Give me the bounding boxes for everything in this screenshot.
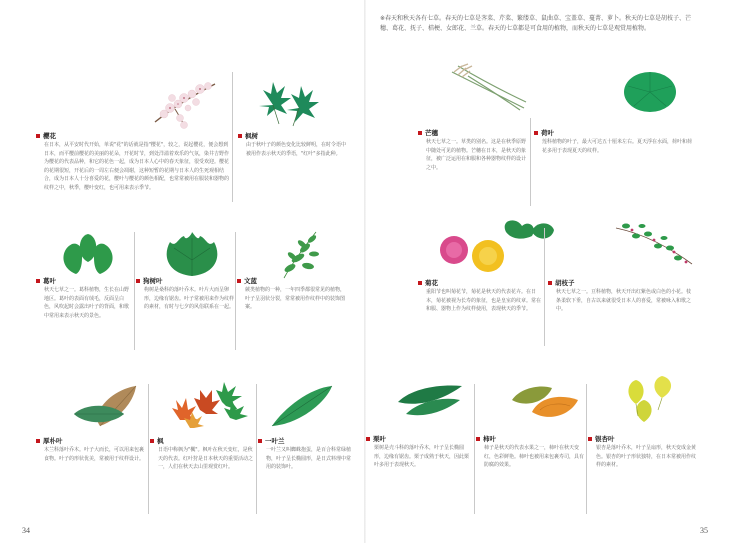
entry-title: 芒穗 [418, 128, 438, 137]
kudzu-leaf-image [58, 232, 118, 277]
book-gutter [364, 0, 366, 543]
entry-title: 一叶兰 [258, 436, 285, 445]
entry-title: 胡枝子 [548, 278, 575, 287]
pampas-grass-image [448, 62, 528, 112]
entry-title: 樱花 [36, 131, 56, 140]
divider [474, 384, 475, 514]
entry-title: 柿叶 [476, 434, 496, 443]
entry-title: 枫树 [238, 131, 258, 140]
chestnut-leaf-image [396, 378, 464, 418]
divider [586, 384, 587, 514]
lotus-leaf-image [622, 70, 678, 114]
entry-title: 枫 [150, 436, 164, 445]
entry-title: 葛叶 [36, 276, 56, 285]
entry-title: 厚朴叶 [36, 436, 63, 445]
ginkgo-leaf-image [622, 376, 684, 424]
red-maple-image [160, 380, 250, 430]
entry-text: 秋天七草之一。葛科植物，生长在山野地区。葛叶的表面有绒毛，反面呈白色，风吹起时会露出叶子的背面，和歌中常用来表示秋天的景色。 [44, 287, 130, 319]
divider [148, 384, 149, 514]
entry-text: 一叶兰又叫蜘蛛抱蛋，是百合科常绿植物，叶子呈长椭圆形，是日式料理中常用的装饰叶。 [266, 447, 352, 471]
magnolia-leaf-image [70, 384, 142, 428]
entry-text: 木兰科落叶乔木。叶子大而长，可以用来包裹食物。叶子的形状优美，常被用于纹样设计。 [44, 447, 145, 462]
entry-text: 秋天七草之一。草类的别名。这是在秋季原野中随处可见的植物。芒穗在日本，是秋天的象征，被广泛运用在和服和各种器物纹样的设计之中。 [426, 139, 527, 171]
persimmon-leaf-image [510, 380, 580, 422]
entry-text: 在日本，从平安时代开始，单说"花"的话就是指"樱花"，较之，说起樱花，便会想到日本，而平樱前樱花的美丽的花朵，开花时节，到处洋溢着欢乐的气氛，染井吉野作为樱花的代表品种，和它的花色一起，成为日本人心中的春天象征，很受欢迎。樱花的花期很短，开花后的一周左右便会凋谢，这种短暂的花期与日本人的生死观相结合，成为日本人十分喜爱的花，樱叶与樱花的颜色相配，也常常被用在服装和器物的纹样之中，秋季，樱叶变红，也可用来表示季节。 [44, 142, 230, 191]
divider [530, 118, 531, 206]
entry-title: 银杏叶 [588, 434, 615, 443]
cherry-blossom-image [150, 72, 220, 132]
aspidistra-leaf-image [270, 384, 334, 428]
maple-leaf-image [255, 80, 323, 130]
page-number-right: 35 [700, 526, 708, 535]
chrysanthemum-image [440, 216, 560, 274]
paper-mulberry-leaf-image [158, 230, 226, 278]
bush-clover-image [614, 218, 694, 268]
divider [134, 232, 135, 350]
entry-text: 栗树是壳斗科的落叶乔木，叶子呈长椭圆形，边缘有锯齿。栗子成熟于秋天，因此栗叶多用于表现秋天。 [374, 445, 470, 469]
entry-title: 栗叶 [366, 434, 386, 443]
divider [544, 228, 545, 346]
entry-title: 荷叶 [534, 128, 554, 137]
entry-text: 蕨类植物的一种，一年四季都很常见的植物，叶子呈羽状分裂，常常被用作纹样中的装饰图案。 [245, 287, 345, 311]
entry-text: 秋天七草之一。豆科植物，秋天开出红紫色或白色的小花。枝条柔软下垂，自古以来就很受日本人的喜爱，常被咏入和歌之中。 [556, 289, 692, 313]
divider [232, 72, 233, 202]
entry-text: 银杏是落叶乔木，叶子呈扇形，秋天变成金黄色。银杏的叶子形状独特，在日本常被用作纹样的素材。 [596, 445, 696, 469]
page-number-left: 34 [22, 526, 30, 535]
entry-text: 由于秋叶子的颜色变化比较鲜明，在时令语中被用作表示秋天的季语，"红叶"多指此种。 [246, 142, 346, 157]
entry-title: 菊花 [418, 278, 438, 287]
divider [235, 232, 236, 350]
divider [256, 384, 257, 514]
entry-title: 狗树叶 [136, 276, 163, 285]
fern-image [272, 226, 328, 281]
entry-title: 文蓝 [237, 276, 257, 285]
entry-text: 枸树是桑科的落叶乔木。叶片大而呈卵形，边缘有锯齿。叶子常被用来作为纹样的素材，有时与七夕的风俗联系在一起。 [144, 287, 234, 311]
intro-text: ※春天和秋天各有七草。春天的七草是荠菜、芹菜、繁缕草、鼠曲草、宝盖草、蔓菁、萝卜。秋天的七草是胡枝子、芒穗、葛花、抚子、桔梗、女郎花、兰草。春天的七草都是可食用的植物，而秋天的七草是观赏用植物。 [380, 15, 692, 32]
entry-text: 日语中称枫为"楓"。枫叶在秋天变红，是秋天的代表。红叶狩是日本秋天的重要活动之一，人们在秋天去山里观赏红叶。 [158, 447, 254, 471]
entry-text: 重阳节也叫菊花节，菊花是秋天的代表花卉。在日本，菊花被视为长寿的象征，也是皇室的纹章。常在和服、器物上作为纹样使用，表现秋天的季节。 [426, 289, 542, 313]
entry-text: 莲科植物的叶子，最大可达五十厘米左右。夏天浮在水面，荷叶和荷花多用于表现夏天的纹样。 [542, 139, 692, 154]
entry-text: 柿子是秋天的代表水果之一，柿叶在秋天变红，色彩鲜艳。柿叶也被用来包裹寿司，具有防腐的效果。 [484, 445, 584, 469]
